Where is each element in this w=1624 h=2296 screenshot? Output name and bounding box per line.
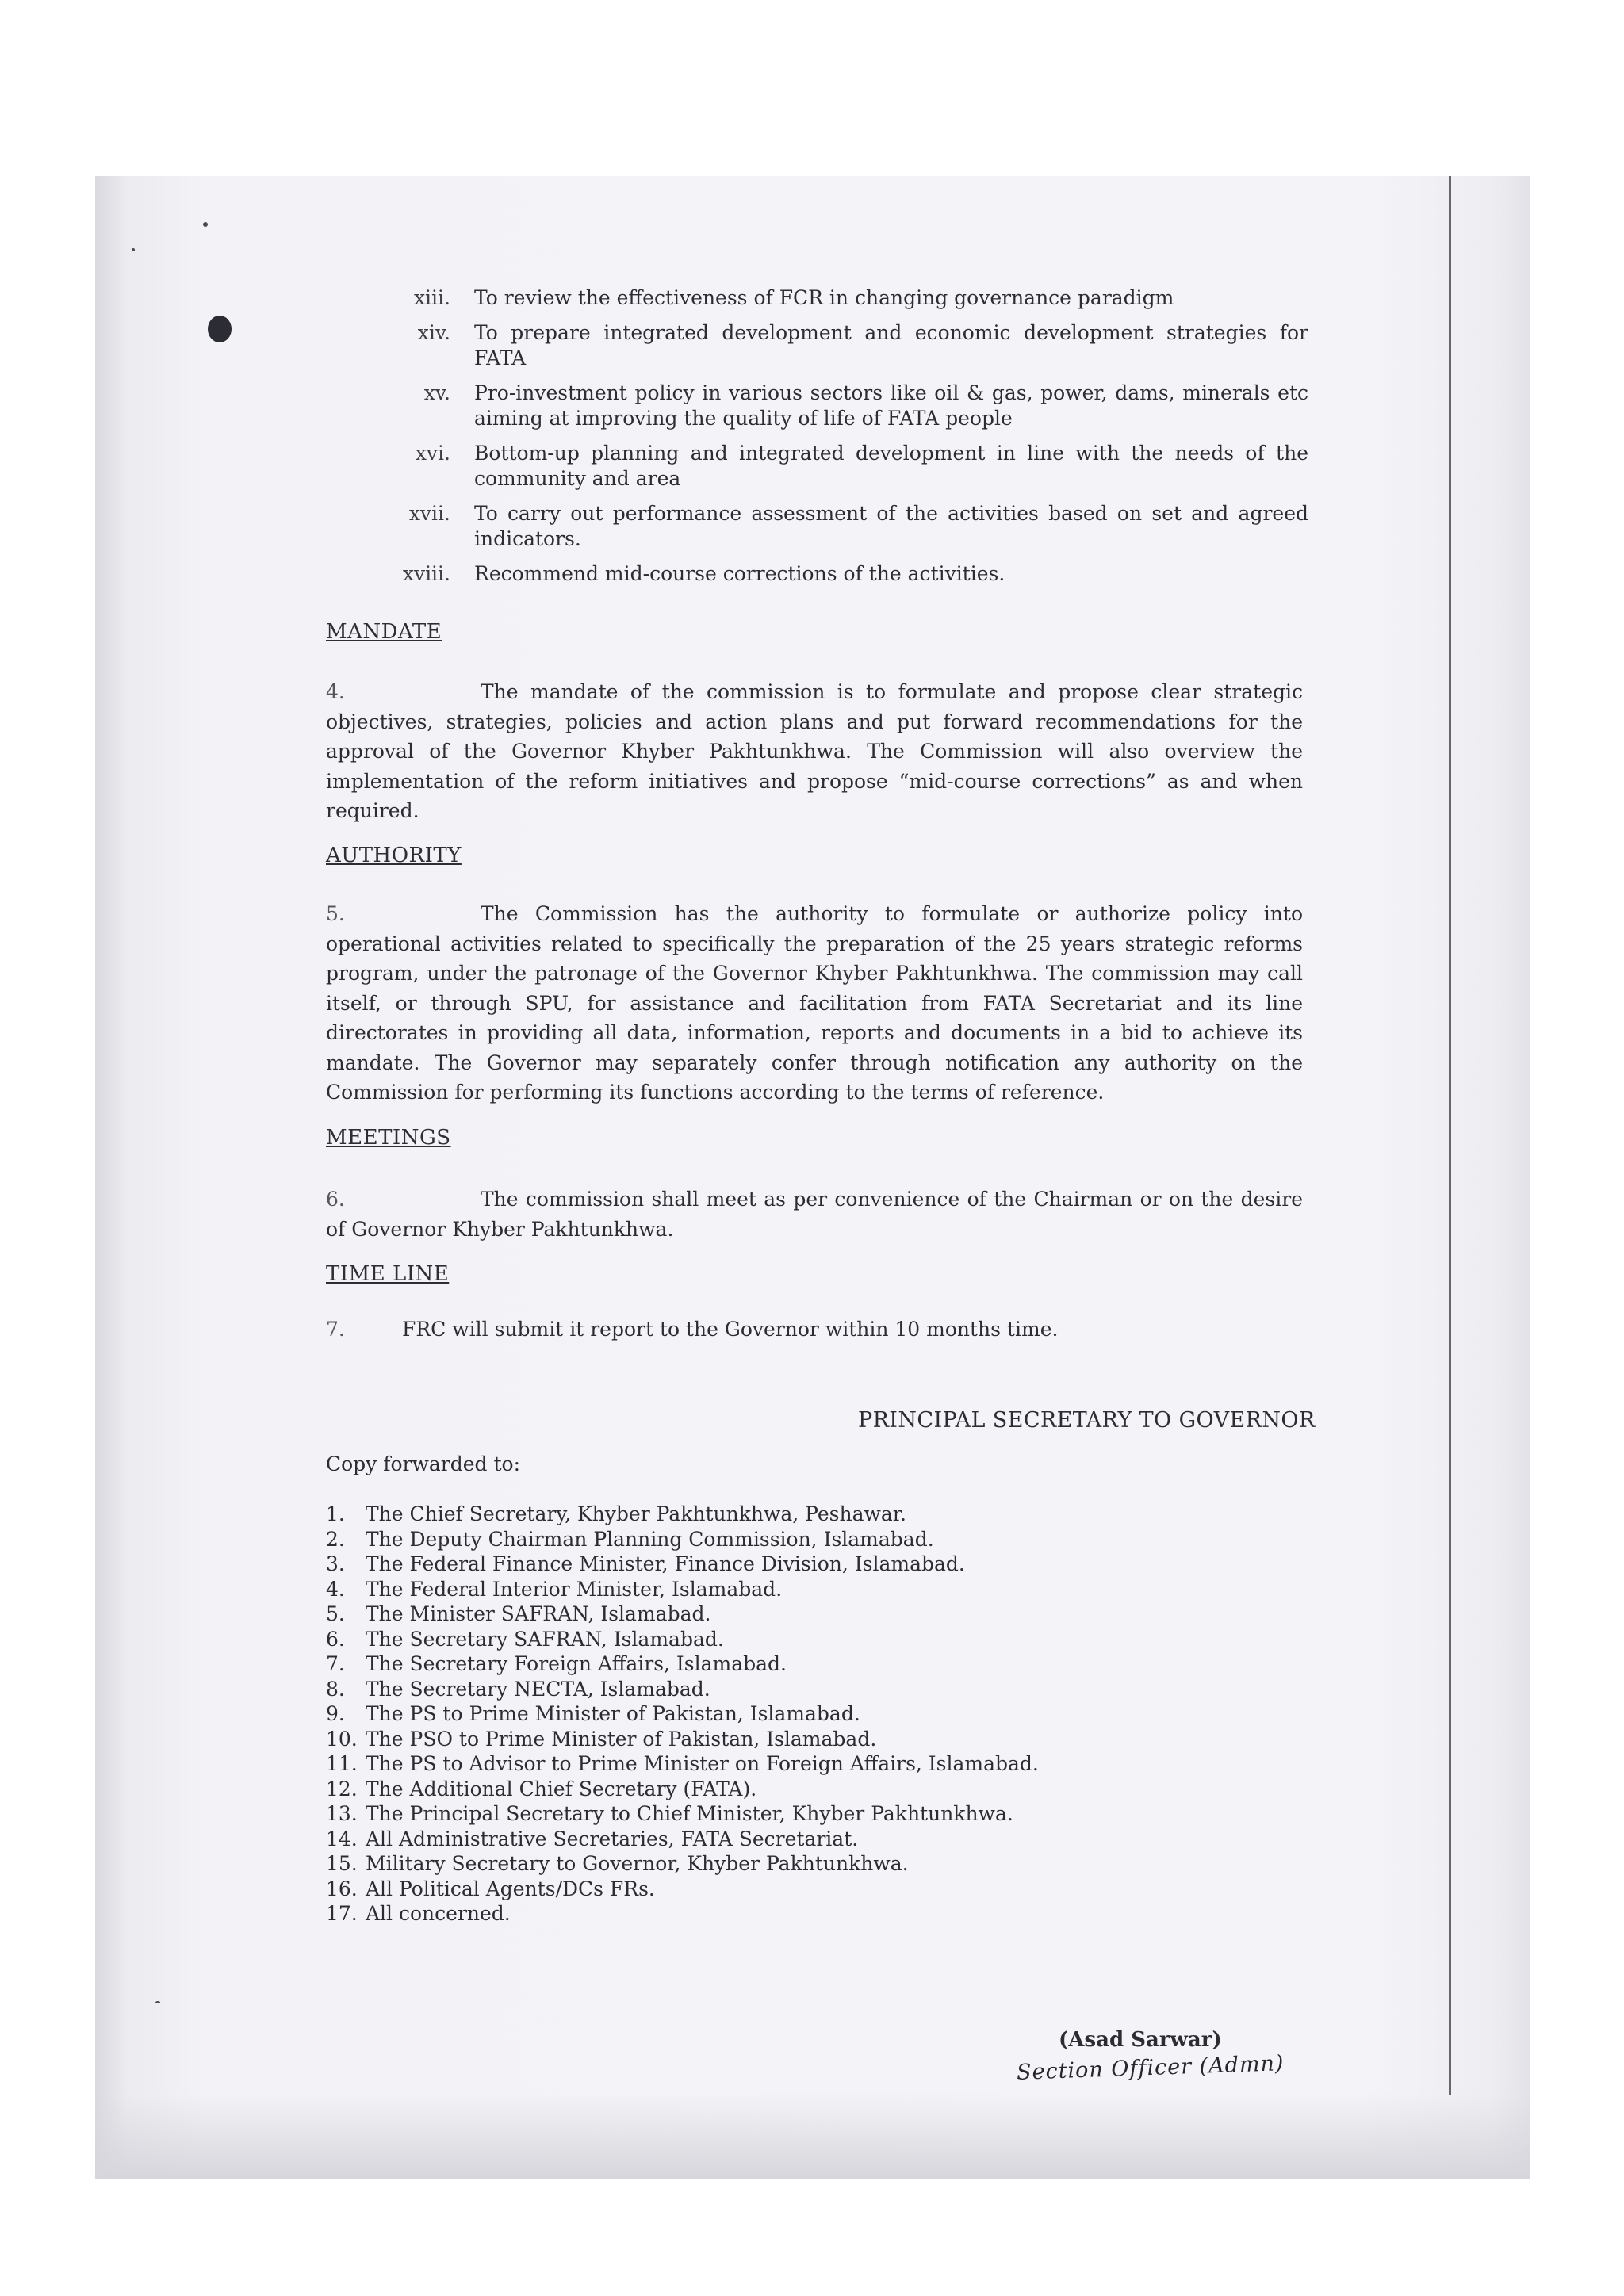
paragraph-text: The Commission has the authority to formulate or authorize policy into operational activities related to specifically the preparation of the 25 years strategic reforms program, under the patronage of the Governor Khyber Pakhtunkhwa. The commission may call itself, or through SPU, for assistance and facilitation from FATA Secretariat and its line directorates in providing all data, information, reports and documents in a bid to achieve its mandate. The Governor may separately confer through notification any authority on the Commission for performing its functions according to the terms of reference. (326, 902, 1303, 1104)
list-item (326, 1701, 1119, 1727)
list-item-number: xvii. (408, 502, 450, 525)
list-item (326, 1901, 1119, 1927)
list-item-number: 13. (326, 1802, 358, 1825)
list-item (326, 1801, 1119, 1827)
list-item (389, 561, 1308, 587)
list-item-text: All Administrative Secretaries, FATA Secretariat. (366, 1827, 859, 1850)
punch-hole (208, 316, 232, 342)
list-item-text: The Deputy Chairman Planning Commission, Islamabad. (366, 1527, 934, 1551)
list-item-text: The PS to Prime Minister of Pakistan, Islamabad. (366, 1702, 860, 1725)
list-item-number: 6. (326, 1627, 345, 1651)
authority-paragraph (326, 899, 1303, 1108)
list-item-text: To carry out performance assessment of the activities based on set and agreed indicators. (474, 502, 1308, 550)
list-item-text: The Additional Chief Secretary (FATA). (366, 1777, 757, 1800)
scan-speck (155, 2001, 160, 2003)
scan-speck (203, 222, 208, 227)
list-item (326, 1627, 1119, 1652)
list-item-number: 1. (326, 1502, 345, 1525)
meetings-heading: MEETINGS (326, 1126, 451, 1150)
list-item-number: 2. (326, 1527, 345, 1551)
list-item-text: The Chief Secretary, Khyber Pakhtunkhwa, Peshawar. (366, 1502, 906, 1525)
list-item-text: The Secretary Foreign Affairs, Islamabad. (366, 1652, 787, 1675)
timeline-paragraph (326, 1314, 1303, 1345)
list-item-number: xviii. (402, 562, 450, 585)
page-edge-line (1449, 176, 1451, 2095)
list-item (326, 1677, 1119, 1702)
list-item-text: To prepare integrated development and economic development strategies for FATA (474, 321, 1308, 369)
paragraph-number: 4. (326, 680, 345, 703)
list-item-number: xiii. (413, 286, 450, 309)
list-item-text: The Principal Secretary to Chief Minister, Khyber Pakhtunkhwa. (366, 1802, 1013, 1825)
list-item-text: All Political Agents/DCs FRs. (366, 1877, 655, 1900)
authority-heading: AUTHORITY (326, 844, 462, 867)
mandate-heading: MANDATE (326, 620, 442, 644)
paragraph-number: 7. (326, 1318, 345, 1341)
paragraph-text: The commission shall meet as per convenience of the Chairman or on the desire of Governor Khyber Pakhtunkhwa. (326, 1188, 1303, 1241)
list-item-text: Pro-investment policy in various sectors like oil & gas, power, dams, minerals etc aiming at improving the quality of life of FATA people (474, 381, 1308, 430)
list-item-number: xvi. (415, 442, 450, 465)
list-item-text: The Secretary NECTA, Islamabad. (366, 1677, 710, 1701)
list-item (326, 1851, 1119, 1877)
list-item (326, 1577, 1119, 1602)
list-item (389, 381, 1308, 431)
list-item-text: The Federal Interior Minister, Islamabad. (366, 1577, 783, 1601)
distribution-list (326, 1502, 1119, 1927)
scan-speck (132, 248, 135, 251)
list-item-text: The Federal Finance Minister, Finance Division, Islamabad. (366, 1552, 965, 1575)
list-item-text: All concerned. (366, 1902, 511, 1925)
list-item-number: 14. (326, 1827, 358, 1850)
list-item-number: 3. (326, 1552, 345, 1575)
list-item-number: 9. (326, 1702, 345, 1725)
paragraph-number: 6. (326, 1188, 345, 1211)
list-item-text: The PSO to Prime Minister of Pakistan, Islamabad. (366, 1727, 877, 1751)
list-item (326, 1827, 1119, 1852)
meetings-paragraph (326, 1184, 1303, 1244)
list-item-number: 17. (326, 1902, 358, 1925)
paragraph-number: 5. (326, 902, 345, 925)
timeline-heading: TIME LINE (326, 1262, 450, 1286)
list-item (326, 1877, 1119, 1902)
paragraph-text: The mandate of the commission is to formulate and propose clear strategic objectives, strategies, policies and action plans and put forward recommendations for the approval of the Governor Khyber Pakhtunkhwa. The Commission will also overview the implementation of the reform initiatives and propose “mid-course corrections” as and when required. (326, 680, 1303, 822)
list-item-number: 8. (326, 1677, 345, 1701)
signature-title: PRINCIPAL SECRETARY TO GOVERNOR (858, 1408, 1316, 1433)
list-item-text: The Secretary SAFRAN, Islamabad. (366, 1627, 724, 1651)
mandate-paragraph (326, 677, 1303, 826)
list-item-number: 12. (326, 1777, 358, 1800)
list-item (326, 1552, 1119, 1577)
copy-forwarded-label: Copy forwarded to: (326, 1452, 521, 1475)
list-item (326, 1527, 1119, 1552)
list-item-number: 10. (326, 1727, 358, 1751)
handwritten-designation: Section Officer (Admn) (1016, 2051, 1285, 2085)
list-item-number: 15. (326, 1852, 358, 1875)
list-item (326, 1727, 1119, 1752)
signer-name: (Asad Sarwar) (1059, 2028, 1222, 2052)
list-item (326, 1502, 1119, 1527)
list-item-number: 7. (326, 1652, 345, 1675)
list-item-number: 16. (326, 1877, 358, 1900)
list-item-number: xiv. (417, 321, 450, 344)
list-item-text: The Minister SAFRAN, Islamabad. (366, 1602, 711, 1625)
list-item (389, 285, 1308, 311)
list-item (326, 1601, 1119, 1627)
list-item-text: The PS to Advisor to Prime Minister on Foreign Affairs, Islamabad. (366, 1752, 1039, 1775)
terms-of-reference-list (389, 285, 1308, 596)
list-item-number: 11. (326, 1752, 358, 1775)
list-item-text: Bottom-up planning and integrated development in line with the needs of the community and area (474, 442, 1308, 490)
list-item (389, 441, 1308, 492)
list-item (326, 1751, 1119, 1777)
list-item-text: To review the effectiveness of FCR in changing governance paradigm (474, 286, 1174, 309)
list-item-number: 4. (326, 1577, 345, 1601)
list-item-number: 5. (326, 1602, 345, 1625)
list-item-text: Recommend mid-course corrections of the activities. (474, 562, 1005, 585)
list-item (389, 320, 1308, 371)
list-item-number: xv. (423, 381, 450, 404)
list-item (389, 501, 1308, 552)
paragraph-text: FRC will submit it report to the Governor within 10 months time. (402, 1318, 1059, 1341)
list-item (326, 1777, 1119, 1802)
list-item-text: Military Secretary to Governor, Khyber Pakhtunkhwa. (366, 1852, 909, 1875)
scan-shadow (95, 2093, 1530, 2179)
list-item (326, 1651, 1119, 1677)
